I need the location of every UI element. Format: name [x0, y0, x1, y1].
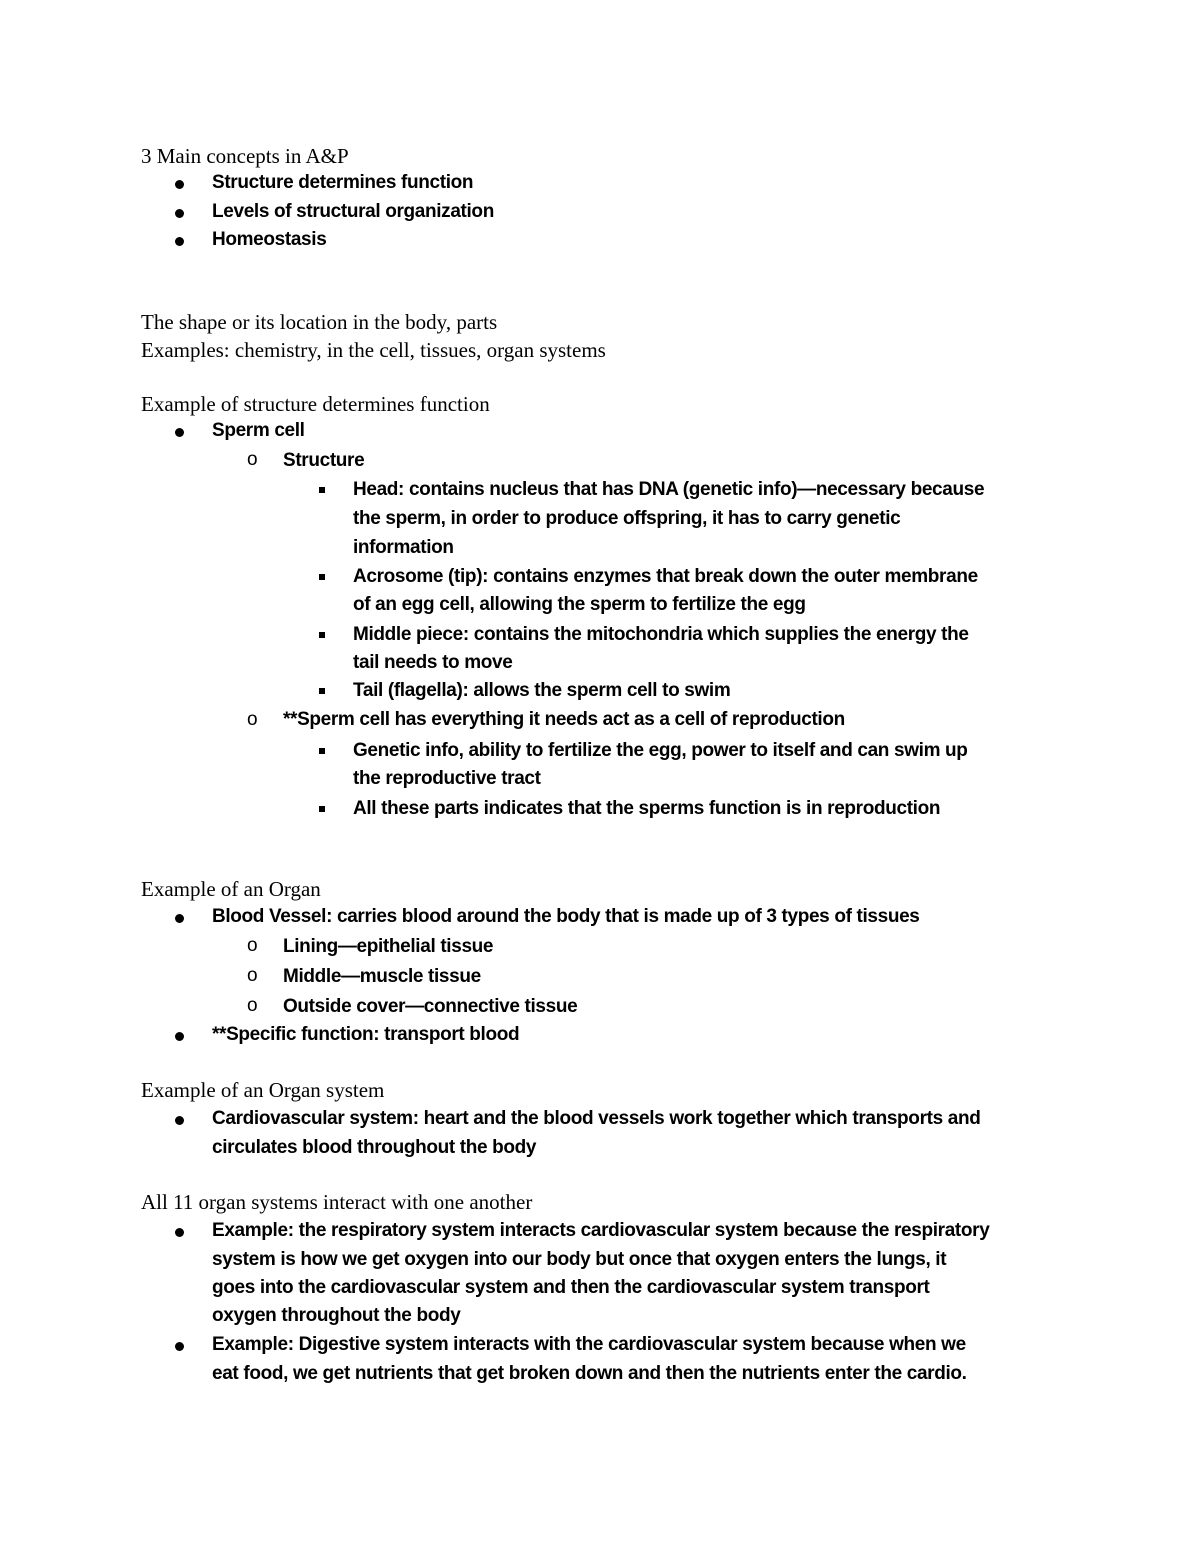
respiratory-line-3: goes into the cardiovascular system and then the cardiovascular system transport: [212, 1277, 930, 1298]
middle-piece-line-1: Middle piece: contains the mitochondria which supplies the energy the: [353, 624, 969, 645]
bullet-disc: [175, 237, 184, 246]
genetic-line-2: the reproductive tract: [353, 768, 541, 789]
head-line-1: Head: contains nucleus that has DNA (genetic info)—necessary because: [353, 479, 985, 500]
bullet-square: [319, 632, 325, 638]
bullet-disc: [175, 428, 184, 437]
acrosome-line-2: of an egg cell, allowing the sperm to fertilize the egg: [353, 594, 806, 615]
respiratory-line-1: Example: the respiratory system interacts cardiovascular system because the respiratory: [212, 1220, 990, 1241]
interactions-heading: All 11 organ systems interact with one another: [141, 1190, 533, 1214]
respiratory-line-2: system is how we get oxygen into our body but once that oxygen enters the lungs, it: [212, 1249, 947, 1270]
bullet-disc: [175, 914, 184, 923]
bullet-square: [319, 574, 325, 580]
bullet-circle: o: [247, 449, 258, 470]
tissue-item: Lining—epithelial tissue: [283, 936, 494, 957]
bullet-circle: o: [247, 935, 258, 956]
concept-item: Levels of structural organization: [212, 201, 494, 222]
middle-piece-line-2: tail needs to move: [353, 652, 513, 673]
specific-function-item: **Specific function: transport blood: [212, 1024, 520, 1045]
concept-item: Structure determines function: [212, 172, 474, 193]
respiratory-line-4: oxygen throughout the body: [212, 1305, 461, 1326]
bullet-disc: [175, 1116, 184, 1125]
bullet-square: [319, 806, 325, 812]
all-parts-line: All these parts indicates that the sperms function is in reproduction: [353, 798, 941, 819]
structure-examples: Examples: chemistry, in the cell, tissues, organ systems: [141, 338, 606, 362]
tissue-item: Outside cover—connective tissue: [283, 996, 578, 1017]
structure-definition: The shape or its location in the body, parts: [141, 310, 498, 334]
bullet-disc: [175, 1228, 184, 1237]
head-line-3: information: [353, 537, 454, 558]
tail-line: Tail (flagella): allows the sperm cell to swim: [353, 680, 731, 701]
genetic-line-1: Genetic info, ability to fertilize the egg, power to itself and can swim up: [353, 740, 968, 761]
structure-example-heading: Example of structure determines function: [141, 392, 490, 416]
bullet-square: [319, 688, 325, 694]
bullet-disc: [175, 209, 184, 218]
head-line-2: the sperm, in order to produce offspring, it has to carry genetic: [353, 508, 901, 529]
bullet-circle: o: [247, 995, 258, 1016]
digestive-line-2: eat food, we get nutrients that get broken down and then the nutrients enter the cardio.: [212, 1363, 967, 1384]
organ-heading: Example of an Organ: [141, 877, 321, 901]
bullet-disc: [175, 180, 184, 189]
bullet-square: [319, 748, 325, 754]
bullet-circle: o: [247, 965, 258, 986]
sperm-cell-item: Sperm cell: [212, 420, 305, 441]
structure-label: Structure: [283, 450, 365, 471]
tissue-item: Middle—muscle tissue: [283, 966, 481, 987]
bullet-circle: o: [247, 709, 258, 730]
bullet-disc: [175, 1032, 184, 1041]
concept-item: Homeostasis: [212, 229, 327, 250]
bullet-square: [319, 487, 325, 493]
sperm-summary: **Sperm cell has everything it needs act as a cell of reproduction: [283, 709, 845, 730]
digestive-line-1: Example: Digestive system interacts with the cardiovascular system because when we: [212, 1334, 966, 1355]
main-concepts-heading: 3 Main concepts in A&P: [141, 144, 349, 168]
bullet-disc: [175, 1342, 184, 1351]
cardiovascular-line-1: Cardiovascular system: heart and the blood vessels work together which transports and: [212, 1108, 981, 1129]
cardiovascular-line-2: circulates blood throughout the body: [212, 1137, 537, 1158]
organ-system-heading: Example of an Organ system: [141, 1078, 385, 1102]
blood-vessel-item: Blood Vessel: carries blood around the body that is made up of 3 types of tissues: [212, 906, 920, 927]
acrosome-line-1: Acrosome (tip): contains enzymes that break down the outer membrane: [353, 566, 978, 587]
